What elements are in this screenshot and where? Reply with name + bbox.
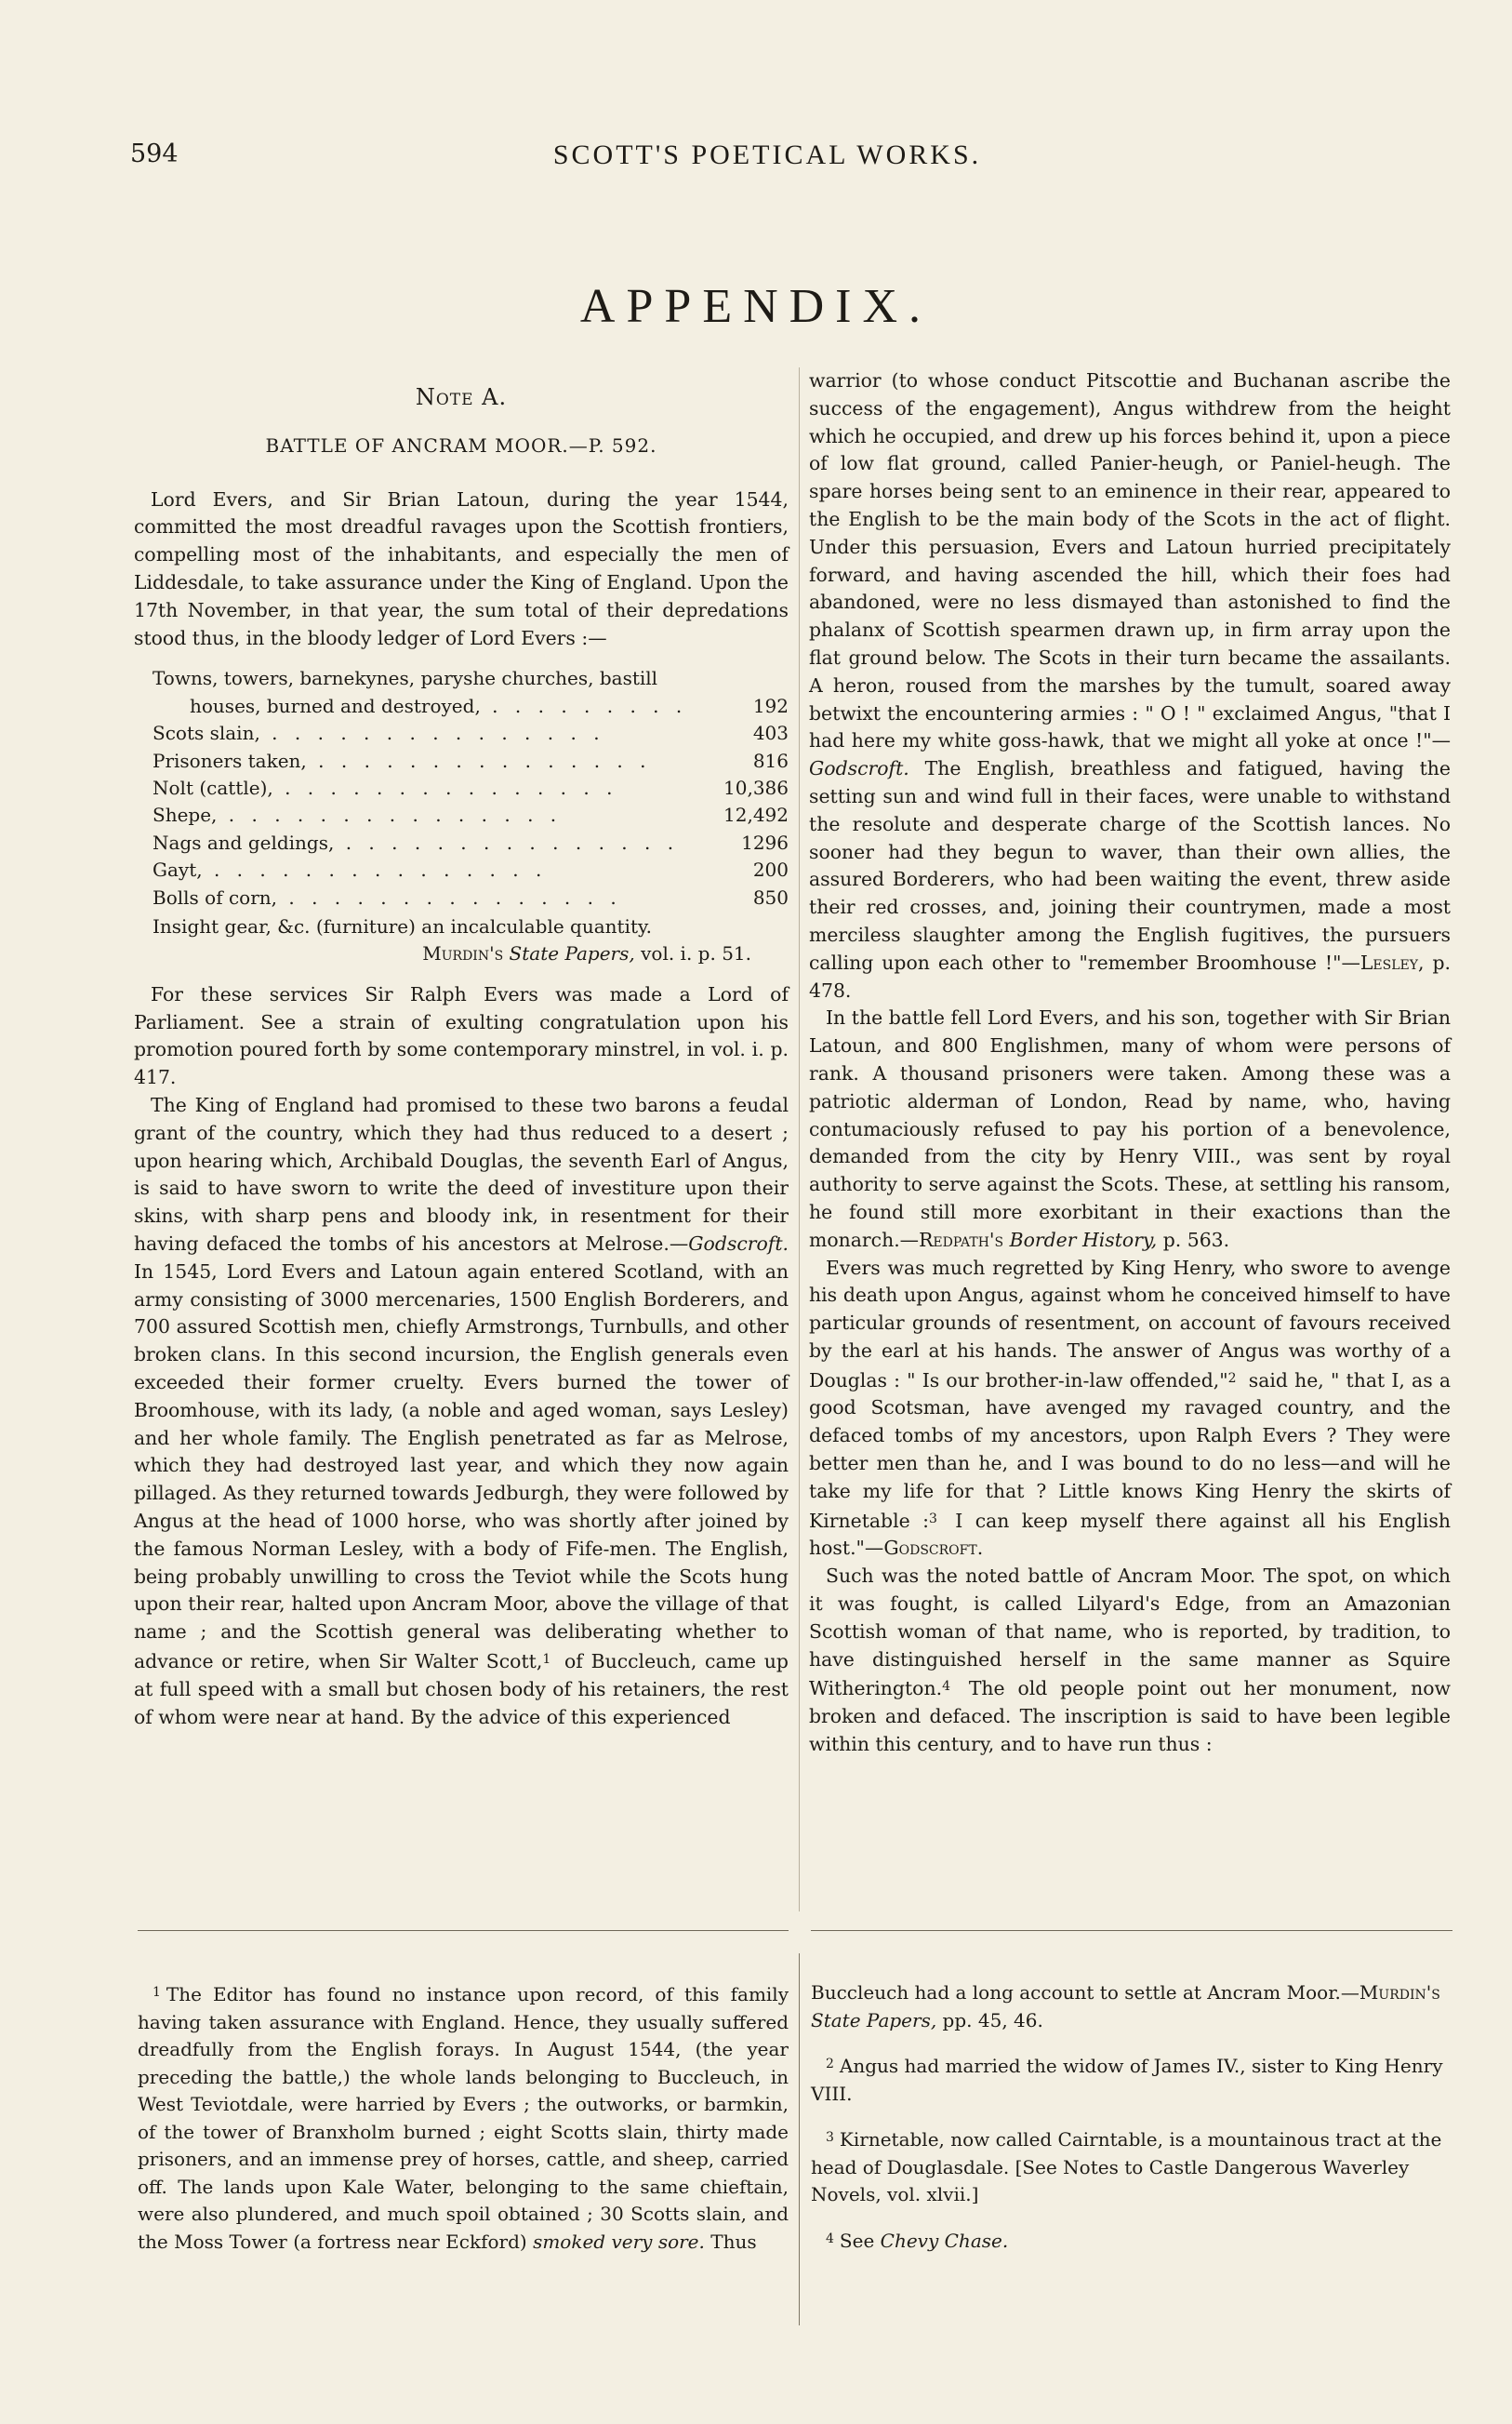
note-subtitle: BATTLE OF ANCRAM MOOR.—P. 592.: [265, 433, 657, 457]
footnotes-right: [811, 1979, 1452, 2271]
ledger-table: [153, 665, 789, 967]
ledger-intro: Towns, towers, barnekynes, paryshe churches, bastill: [153, 667, 658, 690]
ledger-row: [153, 748, 789, 775]
ledger-label: Prisoners taken, . .: [153, 748, 697, 775]
text-run: pp. 45, 46.: [936, 2008, 1043, 2031]
ledger-row: [153, 802, 789, 829]
text-run: Angus had married the widow of James IV., sister to King Henry VIII.: [811, 2055, 1443, 2105]
footnote-number: 4: [826, 2231, 834, 2246]
text-run: warrior (to whose conduct Pitscottie and Buchanan ascribe the success of the engagement), Angus withdrew from the height which he occupied, and drew up his forces behind it, upon a piece of low flat ground, called Panier-heugh, or Paniel-heugh. The spare horses being sent to an eminence in their rear, appeared to the English to be the main body of the Scots in the act of flight. Under this persuasion, Evers and Latoun hurried precipitately forward, and having ascended the hill, which their foes had abandoned, were no less dismayed than astonished to find the phalanx of Scottish spearmen drawn up, in firm array upon the flat ground below. The Scots in their turn became the assailants. A heron, roused from the marshes by the tumult, soared away betwixt the encountering armies : " O ! " exclaimed Angus, "that I had here my white goss-hawk, that we might all yoke at once !"—: [809, 369, 1451, 753]
ledger-label: Bolls of corn, . .: [153, 885, 697, 912]
ledger-value: 403: [752, 722, 789, 745]
citation-title: Border History,: [1009, 1228, 1158, 1251]
left-column: [134, 377, 789, 1731]
ledger-value: 10,386: [723, 777, 789, 799]
text-run: of Buccleuch, came up at full speed with a small but chosen body of his retainers, the rest of whom were near at hand. By the advice of this experienced: [134, 1649, 789, 1728]
ledger-label: houses, burned and destroyed, . .: [153, 693, 697, 720]
footnote: [811, 2051, 1452, 2108]
running-head: SCOTT'S POETICAL WORKS.: [552, 140, 982, 170]
ledger-citation: [153, 940, 789, 967]
paragraph: [809, 1255, 1451, 1564]
footnote-ref[interactable]: 2: [1227, 1370, 1237, 1386]
citation-author: Godscroft.: [883, 1537, 984, 1560]
footnote-ref[interactable]: 3: [928, 1511, 937, 1526]
footnote: [811, 2226, 1452, 2256]
text-run: Buccleuch had a long account to settle at Ancram Moor.—: [811, 1981, 1359, 2004]
citation-title: State Papers,: [811, 2008, 937, 2031]
ledger-row: [153, 775, 789, 802]
ledger-label: Shepe, . .: [153, 802, 697, 829]
footnote-ref[interactable]: 4: [942, 1679, 950, 1695]
footnote: [811, 2124, 1452, 2209]
text-run: Such was the noted battle of Ancram Moor. The spot, on which it was fought, is called Lilyard's Edge, from an Amazonian Scottish woman of that name, who is reported, by tradition, to have distinguished herself in the same manner as Squire Witherington.: [809, 1565, 1451, 1700]
footnote-number: 1: [153, 1985, 161, 2000]
text-run: The English, breathless and fatigued, having the setting sun and wind full in their faces, were unable to withstand the resolute and desperate charge of the Scottish lances. No sooner had they begun to waver, than their own allies, the assured Borderers, who had been waiting the event, threw aside their red crosses, and, joining their countrymen, made a most merciless slaughter among the English fugitives, the pursuers calling upon each other to "remember Broomhouse !"—: [809, 757, 1451, 974]
paragraph: For these services Sir Ralph Evers was made a Lord of Parliament. See a strain of exulting congratulation upon his promotion poured forth by some contemporary minstrel, in vol. i. p. 417.: [134, 982, 789, 1089]
citation-author: Lesley,: [1359, 951, 1425, 974]
paragraph: [134, 1092, 789, 1731]
page-number: 594: [130, 140, 179, 168]
footnote-number: 3: [826, 2130, 834, 2145]
ledger-label: Nags and geldings, . .: [153, 830, 697, 857]
text-run: The old people point out her monument, now broken and defaced. The inscription is said to have been legible within this century, and to have run thus :: [809, 1677, 1451, 1756]
footnote-continuation: [811, 1979, 1452, 2034]
ledger-value: 12,492: [723, 804, 789, 827]
paragraph: Lord Evers, and Sir Brian Latoun, during the year 1544, committed the most dreadful ravages upon the Scottish frontiers, compelling most of the inhabitants, and especially the men of Liddesdale, to take assurance under the King of England. Upon the 17th November, in that year, the sum total of their depredations stood thus, in the bloody ledger of Lord Evers :—: [134, 487, 789, 649]
citation-author: Murdin's: [1359, 1981, 1440, 2004]
text-run: The Editor has found no instance upon record, of this family having taken assurance with England. Hence, they usually suffered dreadfully from the English forays. In August 1544, (the year preceding the battle,) the whole lands belonging to Buccleuch, in West Teviotdale, were harried by Evers ; the outworks, or barmkin, of the tower of Branxholm burned ; eight Scotts slain, thirty made prisoners, and an immense prey of horses, cattle, and sheep, carried off. The lands upon Kale Water, belonging to the same chieftain, were also plundered, and much spoil obtained ; 30 Scotts slain, and the Moss Tower (a fortress near Eckford): [138, 1983, 789, 2253]
page-header: [130, 140, 1404, 177]
text-run: Evers was much regretted by King Henry, who swore to avenge his death upon Angus, against whom he conceived himself to have particular grounds of resentment, on account of favours received by the earl at his hands. The answer of Angus was worthy of a Douglas : " Is our brother-in-law offended,": [809, 1256, 1451, 1392]
emphasis: smoked very sore.: [533, 2230, 705, 2253]
text-run: The King of England had promised to these two barons a feudal grant of the country, which they had thus reduced to a desert ; upon hearing which, Archibald Douglas, the seventh Earl of Angus, is said to have sworn to write the deed of investiture upon their skins, with sharp pens and bloody ink, in resentment for their having defaced the tombs of his ancestors at Melrose.—: [134, 1094, 789, 1256]
ledger-value: 200: [752, 859, 789, 882]
footnote-column-divider: [799, 1953, 800, 2325]
column-divider: [799, 367, 800, 1911]
ledger-row: [153, 885, 789, 912]
citation-title: Chevy Chase.: [880, 2229, 1009, 2252]
paragraph: [809, 1005, 1451, 1254]
citation-title: State Papers,: [509, 942, 635, 966]
citation-title: Godscroft.: [688, 1232, 789, 1256]
citation-title: Godscroft.: [809, 757, 909, 780]
footnote-number: 2: [826, 2057, 834, 2071]
citation-author: Murdin's: [422, 942, 504, 966]
footnote-rule: [138, 1930, 789, 1931]
appendix-title: APPENDIX.: [579, 280, 933, 333]
ledger-value: 192: [752, 694, 789, 717]
text-run: Kirnetable, now called Cairntable, is a mountainous tract at the head of Douglasdale. [See Notes to Castle Dangerous Waverley Novels, vol. xlvii.]: [811, 2128, 1442, 2205]
text-run: In 1545, Lord Evers and Latoun again entered Scotland, with an army consisting of 3000 mercenaries, 1500 English Borderers, and 700 assured Scottish men, chiefly Armstrongs, Turnbulls, and other broken clans. In this second incursion, the English generals even exceeded their former cruelty. Evers burned the tower of Broomhouse, with its lady, (a noble and aged woman, says Lesley) and her whole family. The English penetrated as far as Melrose, which they had destroyed last year, and which they now again pillaged. As they returned towards Jedburgh, they were followed by Angus at the head of 1000 horse, who was shortly after joined by the famous Norman Lesley, with a body of Fife-men. The English, being probably unwilling to cross the Teviot while the Scots hung upon their rear, halted upon Ancram Moor, above the village of that name ; and the Scottish general was deliberating whether to advance or retire, when Sir Walter Scott,: [134, 1259, 789, 1672]
footnote-ref[interactable]: 1: [542, 1651, 551, 1667]
ledger-value: 850: [752, 886, 789, 909]
paragraph: [809, 1563, 1451, 1759]
text-run: In the battle fell Lord Evers, and his son, together with Sir Brian Latoun, and 800 Englishmen, many of whom were persons of rank. A thousand prisoners were taken. Among these was a patriotic alderman of London, Read by name, who, having contumaciously refused to pay his portion of a benevolence, demanded from the city by Henry VIII., was sent by royal authority to serve against the Scots. These, at settling his ransom, he found still more exorbitant in their exactions than the monarch.—: [809, 1006, 1451, 1251]
footnotes-left: [138, 1979, 789, 2272]
footnote: [138, 1979, 789, 2256]
ledger-row: [153, 830, 789, 857]
ledger-label: Gayt, . .: [153, 857, 697, 884]
note-title: Note A.: [415, 384, 508, 410]
footnote-rule: [811, 1930, 1452, 1931]
ledger-label: Nolt (cattle), . .: [153, 775, 697, 802]
text-run: p. 563.: [1157, 1228, 1230, 1251]
text-run: See: [839, 2229, 875, 2252]
text-run: I can keep myself there against all his English host."—: [809, 1509, 1451, 1560]
ledger-value: 816: [752, 749, 789, 772]
ledger-row: [153, 720, 789, 747]
ledger-label: Scots slain, . .: [153, 720, 697, 747]
ledger-row: [153, 693, 789, 720]
text-run: said he, " that I, as a good Scotsman, have avenged my ravaged country, and the defaced tombs of my ancestors, upon Ralph Evers ? They were better men than he, and I was bound to do no less—and will he take my life for that ? Little knows King Henry the skirts of Kirnetable :: [809, 1368, 1451, 1532]
citation-ref: vol. i. p. 51.: [641, 942, 751, 966]
paragraph: [809, 367, 1451, 1005]
ledger-value: 1296: [741, 831, 789, 854]
text-run: Thus: [704, 2230, 757, 2253]
ledger-row: [153, 857, 789, 884]
right-column: [809, 367, 1451, 1759]
text-run: p. 478.: [809, 951, 1451, 1002]
citation-author: Redpath's: [919, 1228, 1004, 1251]
ledger-close: Insight gear, &c. (furniture) an incalculable quantity.: [153, 915, 652, 939]
